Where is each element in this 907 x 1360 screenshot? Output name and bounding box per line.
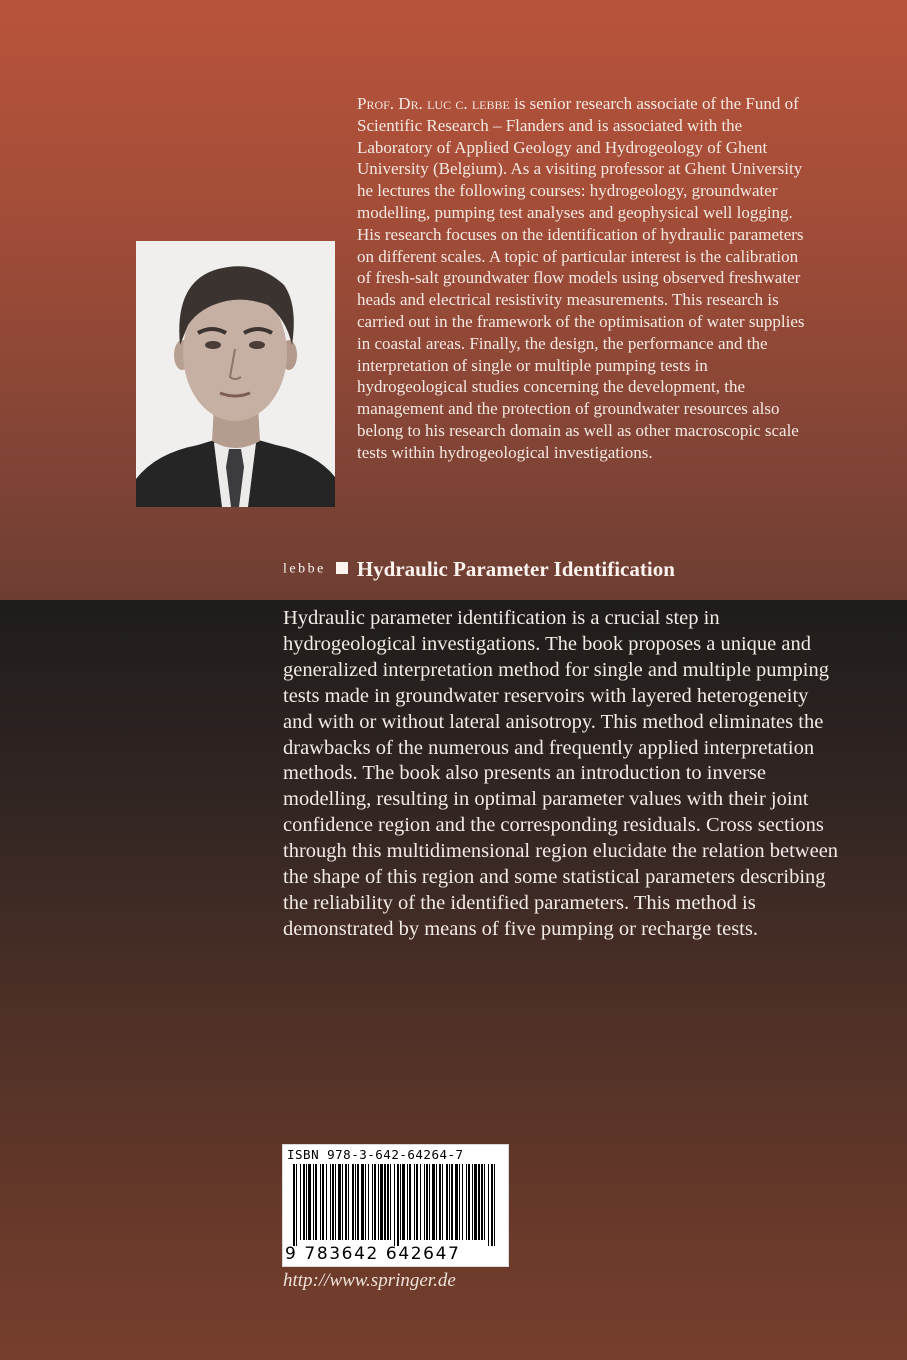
author-photo xyxy=(136,241,335,507)
barcode-bar xyxy=(466,1164,467,1240)
barcode-bar xyxy=(394,1164,395,1246)
barcode-bar xyxy=(488,1164,489,1246)
barcode-bar xyxy=(424,1164,425,1240)
barcode-bar xyxy=(308,1164,311,1240)
barcode-bar xyxy=(372,1164,373,1240)
isbn-barcode xyxy=(282,1144,509,1267)
book-title: Hydraulic Parameter Identification xyxy=(356,557,675,581)
barcode-bar xyxy=(402,1164,405,1240)
author-bio-name: Prof. Dr. luc c. lebbe xyxy=(357,94,510,113)
barcode-bar xyxy=(459,1164,460,1240)
barcode-bar xyxy=(322,1164,324,1240)
barcode-bar xyxy=(306,1164,307,1240)
barcode-bar xyxy=(332,1164,334,1240)
barcode-bar xyxy=(397,1164,399,1246)
isbn-number: ISBN 978-3-642-64264-7 xyxy=(287,1147,464,1162)
barcode-bar xyxy=(300,1164,301,1240)
barcode-bar xyxy=(400,1164,401,1240)
barcode-bar xyxy=(326,1164,327,1240)
barcode-bar xyxy=(330,1164,331,1240)
barcode-bar xyxy=(296,1164,297,1246)
author-bio-text: is senior research associate of the Fund of Scientific Research – Flanders and is associated with the Laboratory of Applied Geology and Hydrogeology of Ghent University (Belgium). As a visiting professor at Ghent University he lectures the following courses: hydrogeology, groundwater modelling, pumping test analyses and geophysical well logging. His research focuses on the identification of hydraulic parameters on different scales. A topic of particular interest is the calibration of fresh-salt groundwater flow models using observed freshwater heads and electrical resistivity measurements. This research is carried out in the framework of the optimisation of water supplies in coastal areas. Finally, the design, the performance and the interpretation of single or multiple pumping tests in hydrogeological studies concerning the development, the management and the protection of groundwater resources also belong to his research domain as well as other macroscopic scale tests within hydrogeological investigations. xyxy=(357,94,805,462)
barcode-bar xyxy=(374,1164,376,1240)
barcode-bar xyxy=(455,1164,458,1240)
barcode-bar xyxy=(357,1164,359,1240)
barcode-bar xyxy=(436,1164,437,1240)
barcode-bar xyxy=(303,1164,305,1240)
barcode-bars xyxy=(287,1164,504,1246)
barcode-bar xyxy=(390,1164,391,1240)
barcode-bar xyxy=(439,1164,441,1240)
barcode-bar xyxy=(414,1164,415,1240)
barcode-bar xyxy=(451,1164,453,1240)
barcode-bar xyxy=(378,1164,379,1240)
barcode-bar xyxy=(478,1164,480,1240)
publisher-url[interactable]: http://www.springer.de xyxy=(283,1270,456,1291)
barcode-bar xyxy=(335,1164,336,1240)
square-bullet-icon xyxy=(336,562,348,574)
barcode-bar xyxy=(355,1164,356,1240)
barcode-bar xyxy=(368,1164,369,1240)
barcode-bar xyxy=(484,1164,485,1240)
barcode-digits: 9 783642 642647 xyxy=(285,1244,461,1264)
barcode-bar xyxy=(407,1164,408,1240)
barcode-bar xyxy=(494,1164,495,1246)
barcode-bar xyxy=(338,1164,341,1240)
barcode-bar xyxy=(472,1164,473,1240)
barcode-bar xyxy=(293,1164,295,1246)
barcode-bar xyxy=(491,1164,493,1246)
barcode-bar xyxy=(345,1164,347,1240)
barcode-bar xyxy=(361,1164,364,1240)
book-description: Hydraulic parameter identification is a crucial step in hydrogeological investigations. The book proposes a unique and generalized interpretation method for single and multiple pumping tests made in groundwater reservoirs with layered heterogeneity and with or without lateral anisotropy. This method eliminates the drawbacks of the numerous and frequently applied interpretation methods. The book also presents an introduction to inverse modelling, resulting in optimal parameter values with their joint confidence region and the corresponding residuals. Cross sections through this multidimensional region elucidate the relation between the shape of this region and some statistical parameters describing the reliability of the identified parameters. This method is demonstrated by means of five pumping or recharge tests. xyxy=(283,607,839,940)
barcode-bar xyxy=(468,1164,470,1240)
barcode-bar xyxy=(365,1164,366,1240)
author-bio xyxy=(357,93,807,464)
barcode-bar xyxy=(462,1164,463,1240)
barcode-bar xyxy=(380,1164,383,1240)
barcode-bar xyxy=(409,1164,411,1240)
barcode-bar xyxy=(426,1164,428,1240)
author-name: lebbe xyxy=(283,561,326,577)
barcode-bar xyxy=(342,1164,343,1240)
barcode-bar xyxy=(387,1164,389,1240)
barcode-bar xyxy=(432,1164,435,1240)
barcode-bar xyxy=(446,1164,448,1240)
barcode-bar xyxy=(449,1164,450,1240)
barcode-bar xyxy=(481,1164,483,1240)
barcode-bar xyxy=(352,1164,354,1240)
barcode-bar xyxy=(320,1164,321,1240)
barcode-bar xyxy=(416,1164,418,1240)
barcode-bar xyxy=(384,1164,386,1240)
barcode-bar xyxy=(315,1164,317,1240)
barcode-bar xyxy=(313,1164,314,1240)
barcode-bar xyxy=(429,1164,430,1240)
barcode-bar xyxy=(442,1164,443,1240)
barcode-bar xyxy=(420,1164,421,1240)
barcode-bar xyxy=(474,1164,477,1240)
series-title-line xyxy=(283,557,883,583)
barcode-bar xyxy=(348,1164,349,1240)
